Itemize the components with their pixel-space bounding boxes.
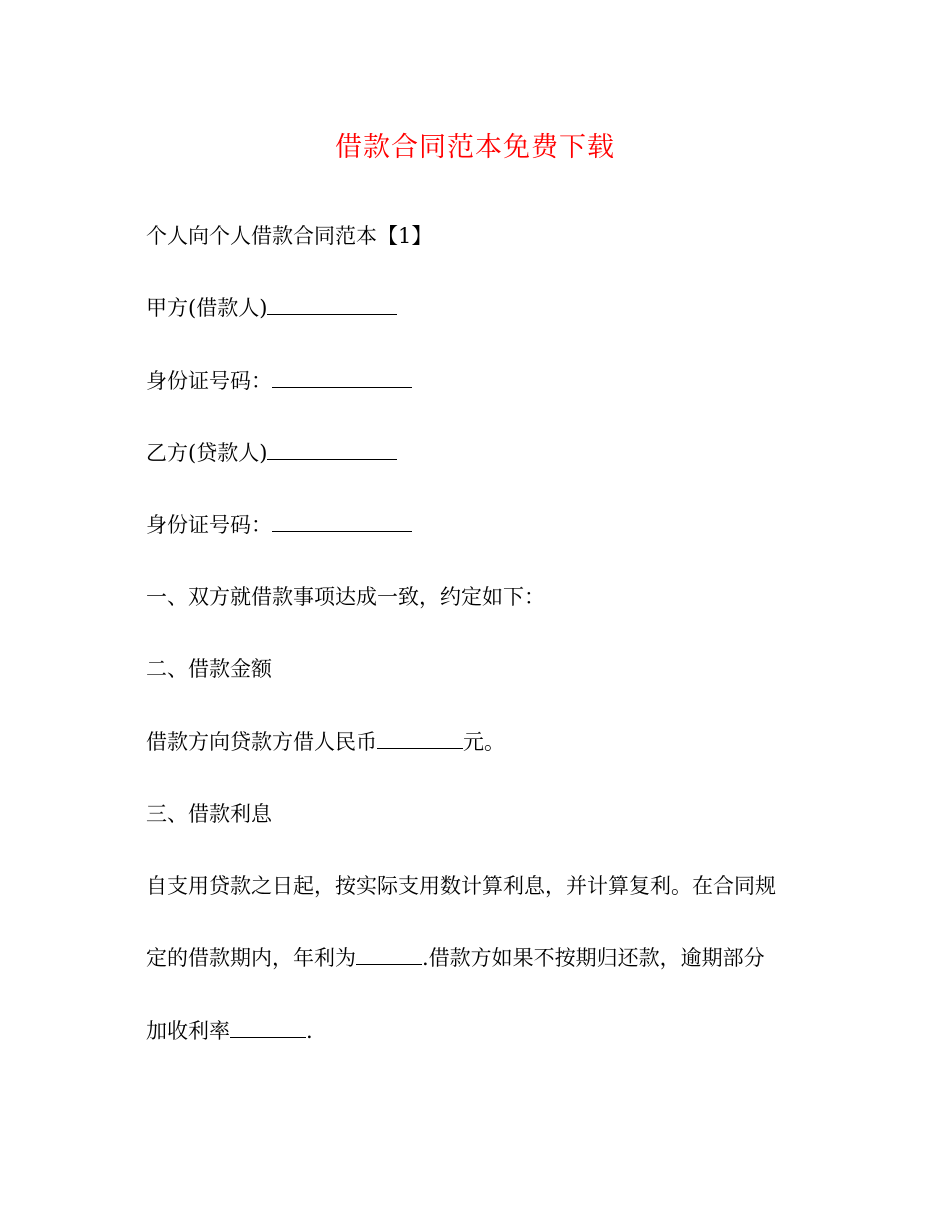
interest-line-2-prefix: 定的借款期内，年利为 bbox=[146, 946, 356, 970]
party-a-blank bbox=[267, 295, 397, 315]
interest-line-2-suffix: .借款方如果不按期归还款，逾期部分 bbox=[422, 946, 765, 970]
party-a-id-label: 身份证号码： bbox=[146, 369, 272, 393]
interest-line-2 bbox=[146, 943, 826, 973]
party-b-blank bbox=[267, 440, 397, 460]
overdue-rate-blank bbox=[230, 1018, 306, 1038]
party-b-id-line bbox=[146, 510, 826, 540]
party-b-id-blank bbox=[272, 512, 412, 532]
interest-line-3-suffix: . bbox=[306, 1019, 313, 1043]
annual-rate-blank bbox=[356, 945, 422, 965]
amount-prefix: 借款方向贷款方借人民币 bbox=[146, 730, 377, 754]
interest-line-1: 自支用贷款之日起，按实际支用数计算利息，并计算复利。在合同规 bbox=[146, 874, 776, 898]
clause-2-heading: 二、借款金额 bbox=[146, 657, 272, 681]
party-b-line bbox=[146, 438, 826, 468]
contract-heading: 个人向个人借款合同范本【1】 bbox=[146, 224, 433, 248]
clause-3-heading: 三、借款利息 bbox=[146, 802, 272, 826]
party-a-id-line bbox=[146, 366, 826, 396]
party-a-line bbox=[146, 293, 826, 323]
party-a-label: 甲方(借款人) bbox=[146, 296, 268, 320]
amount-blank bbox=[377, 729, 463, 749]
document-title: 借款合同范本免费下载 bbox=[335, 132, 615, 163]
interest-line-3-prefix: 加收利率 bbox=[146, 1019, 230, 1043]
clause-1: 一、双方就借款事项达成一致，约定如下： bbox=[146, 585, 545, 609]
party-b-label: 乙方(贷款人) bbox=[146, 441, 268, 465]
amount-line bbox=[146, 727, 826, 757]
amount-suffix: 元。 bbox=[463, 730, 505, 754]
interest-line-3 bbox=[146, 1016, 826, 1046]
party-b-id-label: 身份证号码： bbox=[146, 513, 272, 537]
party-a-id-blank bbox=[272, 368, 412, 388]
